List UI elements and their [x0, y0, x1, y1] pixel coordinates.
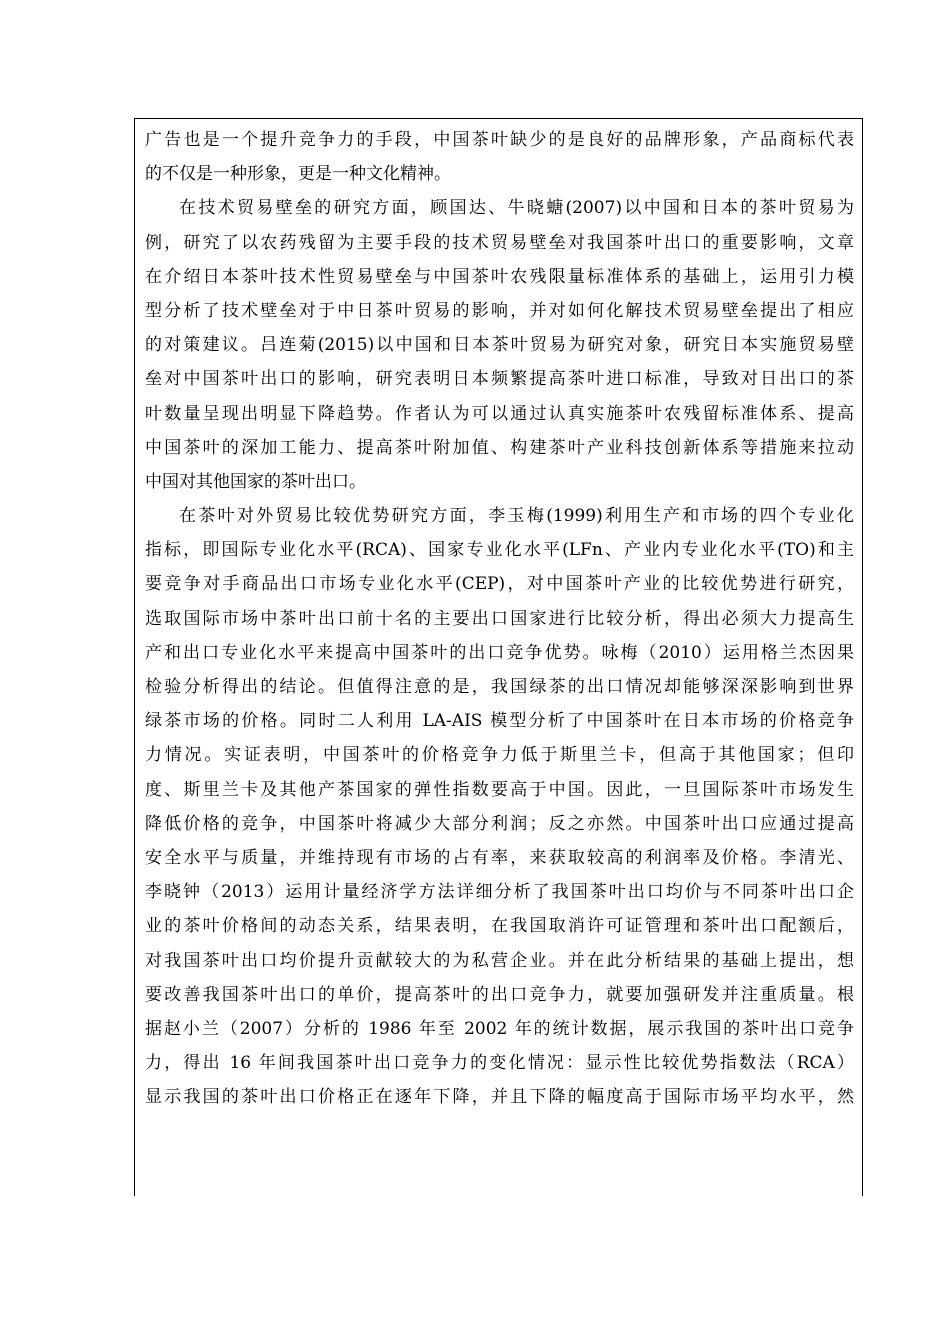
- text-line: 产和出口专业化水平来提高中国茶叶的出口竞争优势。咏梅（2010）运用格兰杰因果: [145, 642, 854, 663]
- text-line: 检验分析得出的结论。但值得注意的是，我国绿茶的出口情况却能够深深影响到世界: [145, 677, 854, 697]
- text-line: 型分析了技术壁垒对于中日茶叶贸易的影响，并对如何化解技术贸易壁垒提出了相应: [145, 300, 854, 321]
- paragraph-first-line: 在技术贸易壁垒的研究方面，顾国达、牛晓螗(2007)以中国和日本的茶叶贸易为: [179, 198, 854, 219]
- text-line: 选取国际市场中茶叶出口前十名的主要出口国家进行比较分析，得出必须大力提高生: [145, 608, 854, 629]
- text-line: 叶数量呈现出明显下降趋势。作者认为可以通过认真实施茶叶农残留标准体系、提高: [145, 403, 854, 424]
- text-line: 在介绍日本茶叶技术性贸易壁垒与中国茶叶农残限量标准体系的基础上，运用引力模: [145, 266, 854, 287]
- text-line: 垒对中国茶叶出口的影响，研究表明日本频繁提高茶叶进口标准，导致对日出口的茶: [145, 369, 854, 390]
- text-line: 的对策建议。吕连菊(2015)以中国和日本茶叶贸易为研究对象，研究日本实施贸易壁: [145, 335, 854, 356]
- text-line: 对我国茶叶出口均价提升贡献较大的为私营企业。并在此分析结果的基础上提出，想: [145, 950, 854, 971]
- document-frame: [134, 118, 863, 1196]
- document-body: [145, 123, 854, 1114]
- text-line: 中国茶叶的深加工能力、提高茶叶附加值、构建茶叶产业科技创新体系等措施来拉动: [145, 437, 854, 458]
- text-line: 度、斯里兰卡及其他产茶国家的弹性指数要高于中国。因此，一旦国际茶叶市场发生: [145, 779, 854, 800]
- text-line: 业的茶叶价格间的动态关系，结果表明，在我国取消许可证管理和茶叶出口配额后，: [145, 916, 854, 937]
- text-line: 例，研究了以农药残留为主要手段的技术贸易壁垒对我国茶叶出口的重要影响，文章: [145, 232, 854, 253]
- text-line: 安全水平与质量，并维持现有市场的占有率，来获取较高的利润率及价格。李清光、: [145, 847, 854, 868]
- text-line: 绿茶市场的价格。同时二人利用 LA-AIS 模型分析了中国茶叶在日本市场的价格竞争: [145, 711, 854, 732]
- text-line: 中国对其他国家的茶叶出口。: [145, 471, 366, 492]
- text-line: 的不仅是一种形象，更是一种文化精神。: [145, 164, 451, 185]
- text-line: 降低价格的竞争，中国茶叶将减少大部分利润；反之亦然。中国茶叶出口应通过提高: [145, 813, 854, 834]
- text-line: 李晓钟（2013）运用计量经济学方法详细分析了我国茶叶出口均价与不同茶叶出口企: [145, 882, 854, 903]
- paragraph-first-line: 在茶叶对外贸易比较优势研究方面，李玉梅(1999)利用生产和市场的四个专业化: [179, 506, 854, 527]
- text-line: 显示我国的茶叶出口价格正在逐年下降，并且下降的幅度高于国际市场平均水平，然: [145, 1087, 854, 1108]
- text-line: 广告也是一个提升竞争力的手段，中国茶叶缺少的是良好的品牌形象，产品商标代表: [145, 130, 854, 150]
- text-line: 力，得出 16 年间我国茶叶出口竞争力的变化情况：显示性比较优势指数法（RCA）: [145, 1053, 854, 1074]
- text-line: 要改善我国茶叶出口的单价，提高茶叶的出口竞争力，就要加强研发并注重质量。根: [145, 984, 854, 1005]
- text-line: 指标，即国际专业化水平(RCA)、国家专业化水平(LFn、产业内专业化水平(TO)和主: [145, 540, 854, 561]
- text-line: 力情况。实证表明，中国茶叶的价格竞争力低于斯里兰卡，但高于其他国家；但印: [145, 745, 854, 766]
- text-line: 据赵小兰（2007）分析的 1986 年至 2002 年的统计数据，展示我国的茶叶出口竞争: [145, 1018, 854, 1039]
- text-line: 要竞争对手商品出口市场专业化水平(CEP)，对中国茶叶产业的比较优势进行研究，: [145, 574, 854, 595]
